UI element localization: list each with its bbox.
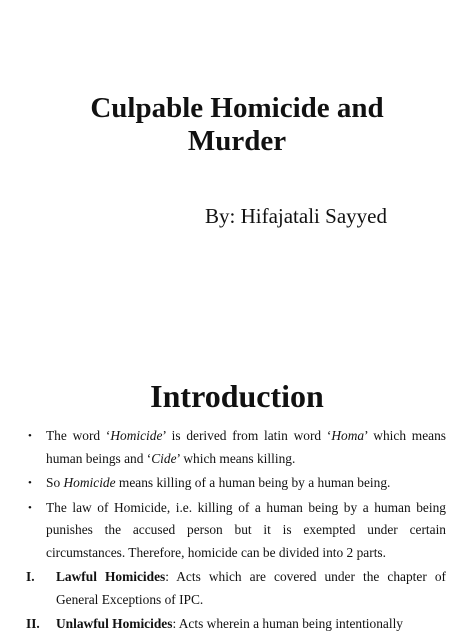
text-run: The word ‘	[46, 428, 111, 443]
slide-title	[0, 92, 474, 158]
title-slide	[0, 0, 474, 300]
text-run: The law of Homicide, i.e. killing of a human being by a human being punishes the accused person but it is exempted under certain circumstances. Therefore, homicide can be divided into 2 parts.	[46, 499, 446, 560]
bold-term: Unlawful Homicides	[56, 616, 173, 631]
text-run: ’ which means human beings and ‘	[46, 428, 446, 466]
roman-numeral: II.	[26, 616, 40, 631]
italic-term: Homicide	[63, 475, 116, 490]
bullet-icon: •	[28, 477, 32, 489]
bullet-item-law	[28, 497, 446, 565]
title-line-2: Murder	[187, 125, 287, 157]
text-run: means killing of a human being by a human being.	[115, 475, 391, 490]
italic-term: Homicide	[110, 428, 163, 443]
author-subtitle: By: Hifajatali Sayyed	[205, 204, 387, 228]
introduction-heading: Introduction	[150, 378, 324, 414]
slide-body	[28, 425, 446, 632]
roman-numeral: I.	[26, 569, 35, 584]
roman-item-lawful	[28, 566, 446, 611]
text-run: ’ which means killing.	[176, 450, 296, 466]
bullet-icon: •	[28, 501, 32, 514]
text-run: So	[46, 475, 64, 490]
italic-term: Cide	[151, 450, 177, 466]
text-run: : Acts which are covered under the chapter of General Exceptions of IPC.	[56, 569, 447, 607]
bullet-item-etymology	[28, 425, 446, 470]
text-run: : Acts wherein a human being intentionally	[172, 616, 404, 631]
bold-term: Lawful Homicides	[56, 569, 166, 584]
roman-item-unlawful	[28, 613, 446, 632]
bullet-item-definition	[28, 472, 446, 495]
text-run: ’ is derived from latin word ‘	[162, 428, 332, 443]
bullet-icon: •	[28, 430, 32, 442]
title-line-1: Culpable Homicide and	[90, 92, 384, 124]
italic-term: Homa	[331, 428, 365, 443]
introduction-slide	[0, 345, 474, 632]
